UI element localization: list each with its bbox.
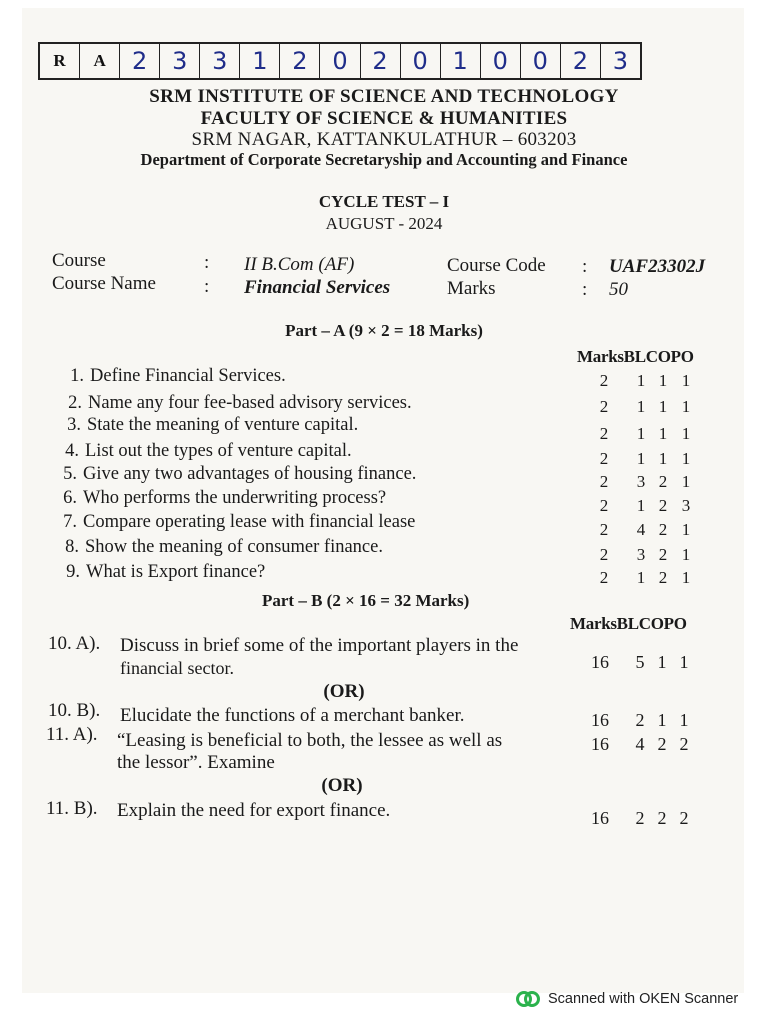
colon: : [582, 279, 588, 300]
question-text: State the meaning of venture capital. [87, 415, 359, 435]
course-value: II B.Com (AF) [244, 254, 355, 275]
bl-cell: 1 [636, 449, 646, 468]
department-name: Department of Corporate Secretaryship and Accounting and Finance [140, 150, 628, 169]
course-name-value: Financial Services [244, 277, 391, 298]
register-cell: 0 [521, 44, 561, 78]
marks-cell: 16 [591, 710, 609, 730]
question-text: the lessor”. Examine [117, 752, 275, 773]
bl-cell: 1 [636, 397, 646, 416]
question-row [54, 562, 265, 583]
question-row [53, 441, 352, 462]
po-cell: 1 [681, 568, 691, 587]
faculty-name: FACULTY OF SCIENCE & HUMANITIES [200, 108, 568, 129]
marks-cell: 2 [599, 371, 609, 390]
marks-cell: 2 [599, 520, 609, 539]
bl-cell: 1 [636, 568, 646, 587]
co-cell: 1 [657, 710, 667, 730]
question-text: Compare operating lease with financial lease [83, 512, 416, 532]
course-name-label: Course Name [52, 273, 156, 294]
co-cell: 1 [658, 449, 668, 468]
question-number: 9. [66, 562, 80, 582]
register-cell: 3 [612, 47, 629, 75]
co-cell: 2 [658, 568, 668, 587]
bl-cell: 3 [636, 472, 646, 491]
question-row [51, 488, 386, 509]
register-cell: A [80, 44, 120, 78]
scanner-watermark [516, 990, 738, 1008]
marks-label: Marks [447, 278, 496, 299]
co-cell: 2 [657, 734, 667, 754]
register-cell: R [40, 44, 80, 78]
question-number: 3. [67, 415, 81, 435]
question-text: Give any two advantages of housing finance. [83, 464, 417, 484]
co-cell: 1 [658, 397, 668, 416]
bl-cell: 1 [636, 371, 646, 390]
co-cell: 2 [658, 520, 668, 539]
register-cell: 3 [200, 44, 240, 78]
register-cell: 2 [280, 44, 320, 78]
or-separator: (OR) [323, 681, 365, 702]
part-a-columns-header: MarksBLCOPO [577, 347, 694, 366]
oken-scanner-logo-icon [516, 990, 540, 1008]
marks-cell: 16 [591, 734, 609, 754]
marks-cell: 2 [599, 397, 609, 416]
question-text: Define Financial Services. [90, 366, 286, 386]
question-number: 5. [63, 464, 77, 484]
co-cell: 1 [657, 652, 667, 672]
po-cell: 1 [681, 520, 691, 539]
po-cell: 3 [681, 496, 691, 515]
po-cell: 1 [681, 472, 691, 491]
test-month: AUGUST - 2024 [325, 214, 443, 233]
bl-cell: 1 [636, 496, 646, 515]
question-number: 2. [68, 393, 82, 413]
course-label: Course [52, 250, 106, 271]
bl-cell: 1 [636, 424, 646, 443]
question-row [53, 537, 383, 558]
colon: : [582, 256, 588, 277]
bl-cell: 3 [636, 545, 646, 564]
register-cell: 2 [361, 44, 401, 78]
question-number: 10. A). [48, 633, 101, 654]
po-cell: 1 [679, 710, 689, 730]
bl-cell: 5 [635, 652, 645, 672]
bl-cell: 4 [636, 520, 646, 539]
marks-cell: 2 [599, 449, 609, 468]
question-text: Discuss in brief some of the important players in the [120, 635, 519, 656]
question-row [56, 393, 412, 414]
marks-cell: 2 [599, 568, 609, 587]
co-cell: 2 [657, 808, 667, 828]
bl-cell: 2 [635, 710, 645, 730]
part-a-title: Part – A (9 × 2 = 18 Marks) [285, 321, 483, 340]
question-text: List out the types of venture capital. [85, 441, 352, 461]
question-text: Who performs the underwriting process? [83, 488, 387, 508]
marks-value: 50 [609, 279, 628, 300]
question-row [51, 512, 415, 533]
question-number: 11. A). [46, 724, 98, 745]
question-text: What is Export finance? [86, 562, 266, 582]
bl-cell: 4 [635, 734, 645, 754]
or-separator: (OR) [321, 775, 363, 796]
co-cell: 2 [658, 496, 668, 515]
part-b-title: Part – B (2 × 16 = 32 Marks) [262, 591, 470, 610]
po-cell: 1 [681, 397, 691, 416]
question-text: financial sector. [120, 658, 234, 678]
po-cell: 1 [681, 424, 691, 443]
register-cell: 1 [240, 44, 280, 78]
question-text: Show the meaning of consumer finance. [85, 537, 383, 557]
register-cell: 1 [441, 44, 481, 78]
question-number: 8. [65, 537, 79, 557]
question-row [51, 464, 416, 485]
question-text: Elucidate the functions of a merchant banker. [120, 705, 465, 726]
question-number: 11. B). [46, 798, 98, 819]
question-number: 7. [63, 512, 77, 532]
question-number: 4. [65, 441, 79, 461]
colon: : [204, 276, 210, 297]
po-cell: 1 [681, 371, 691, 390]
institute-address: SRM NAGAR, KATTANKULATHUR – 603203 [191, 129, 577, 150]
register-number-box [38, 42, 642, 80]
register-cell: 3 [160, 44, 200, 78]
scanner-text: Scanned with OKEN Scanner [548, 991, 739, 1007]
marks-cell: 2 [599, 424, 609, 443]
question-number: 6. [63, 488, 77, 508]
marks-cell: 2 [599, 545, 609, 564]
marks-cell: 16 [591, 652, 609, 672]
co-cell: 2 [658, 545, 668, 564]
bl-cell: 2 [635, 808, 645, 828]
co-cell: 1 [658, 424, 668, 443]
register-cell: 0 [401, 44, 441, 78]
question-number: 1. [70, 366, 84, 386]
question-text: Name any four fee-based advisory services. [88, 393, 412, 413]
marks-cell: 2 [599, 472, 609, 491]
test-title: CYCLE TEST – I [318, 192, 450, 211]
register-cell: 0 [481, 44, 521, 78]
question-row [58, 366, 286, 387]
co-cell: 1 [658, 371, 668, 390]
marks-cell: 2 [599, 496, 609, 515]
po-cell: 1 [681, 545, 691, 564]
course-code-value: UAF23302J [609, 256, 706, 277]
register-cell: 2 [561, 44, 601, 78]
part-b-columns-header: MarksBLCOPO [570, 614, 687, 633]
question-number: 10. B). [48, 700, 101, 721]
course-code-label: Course Code [447, 255, 546, 276]
colon: : [204, 252, 210, 273]
question-row [55, 415, 358, 436]
question-text: “Leasing is beneficial to both, the lessee as well as [117, 730, 503, 751]
register-cell: 0 [320, 44, 360, 78]
marks-cell: 16 [591, 808, 609, 828]
po-cell: 1 [681, 449, 691, 468]
po-cell: 2 [679, 734, 689, 754]
register-cell: 2 [120, 44, 160, 78]
question-text: Explain the need for export finance. [117, 800, 391, 821]
institute-name: SRM INSTITUTE OF SCIENCE AND TECHNOLOGY [149, 86, 619, 107]
po-cell: 2 [679, 808, 689, 828]
po-cell: 1 [679, 652, 689, 672]
co-cell: 2 [658, 472, 668, 491]
